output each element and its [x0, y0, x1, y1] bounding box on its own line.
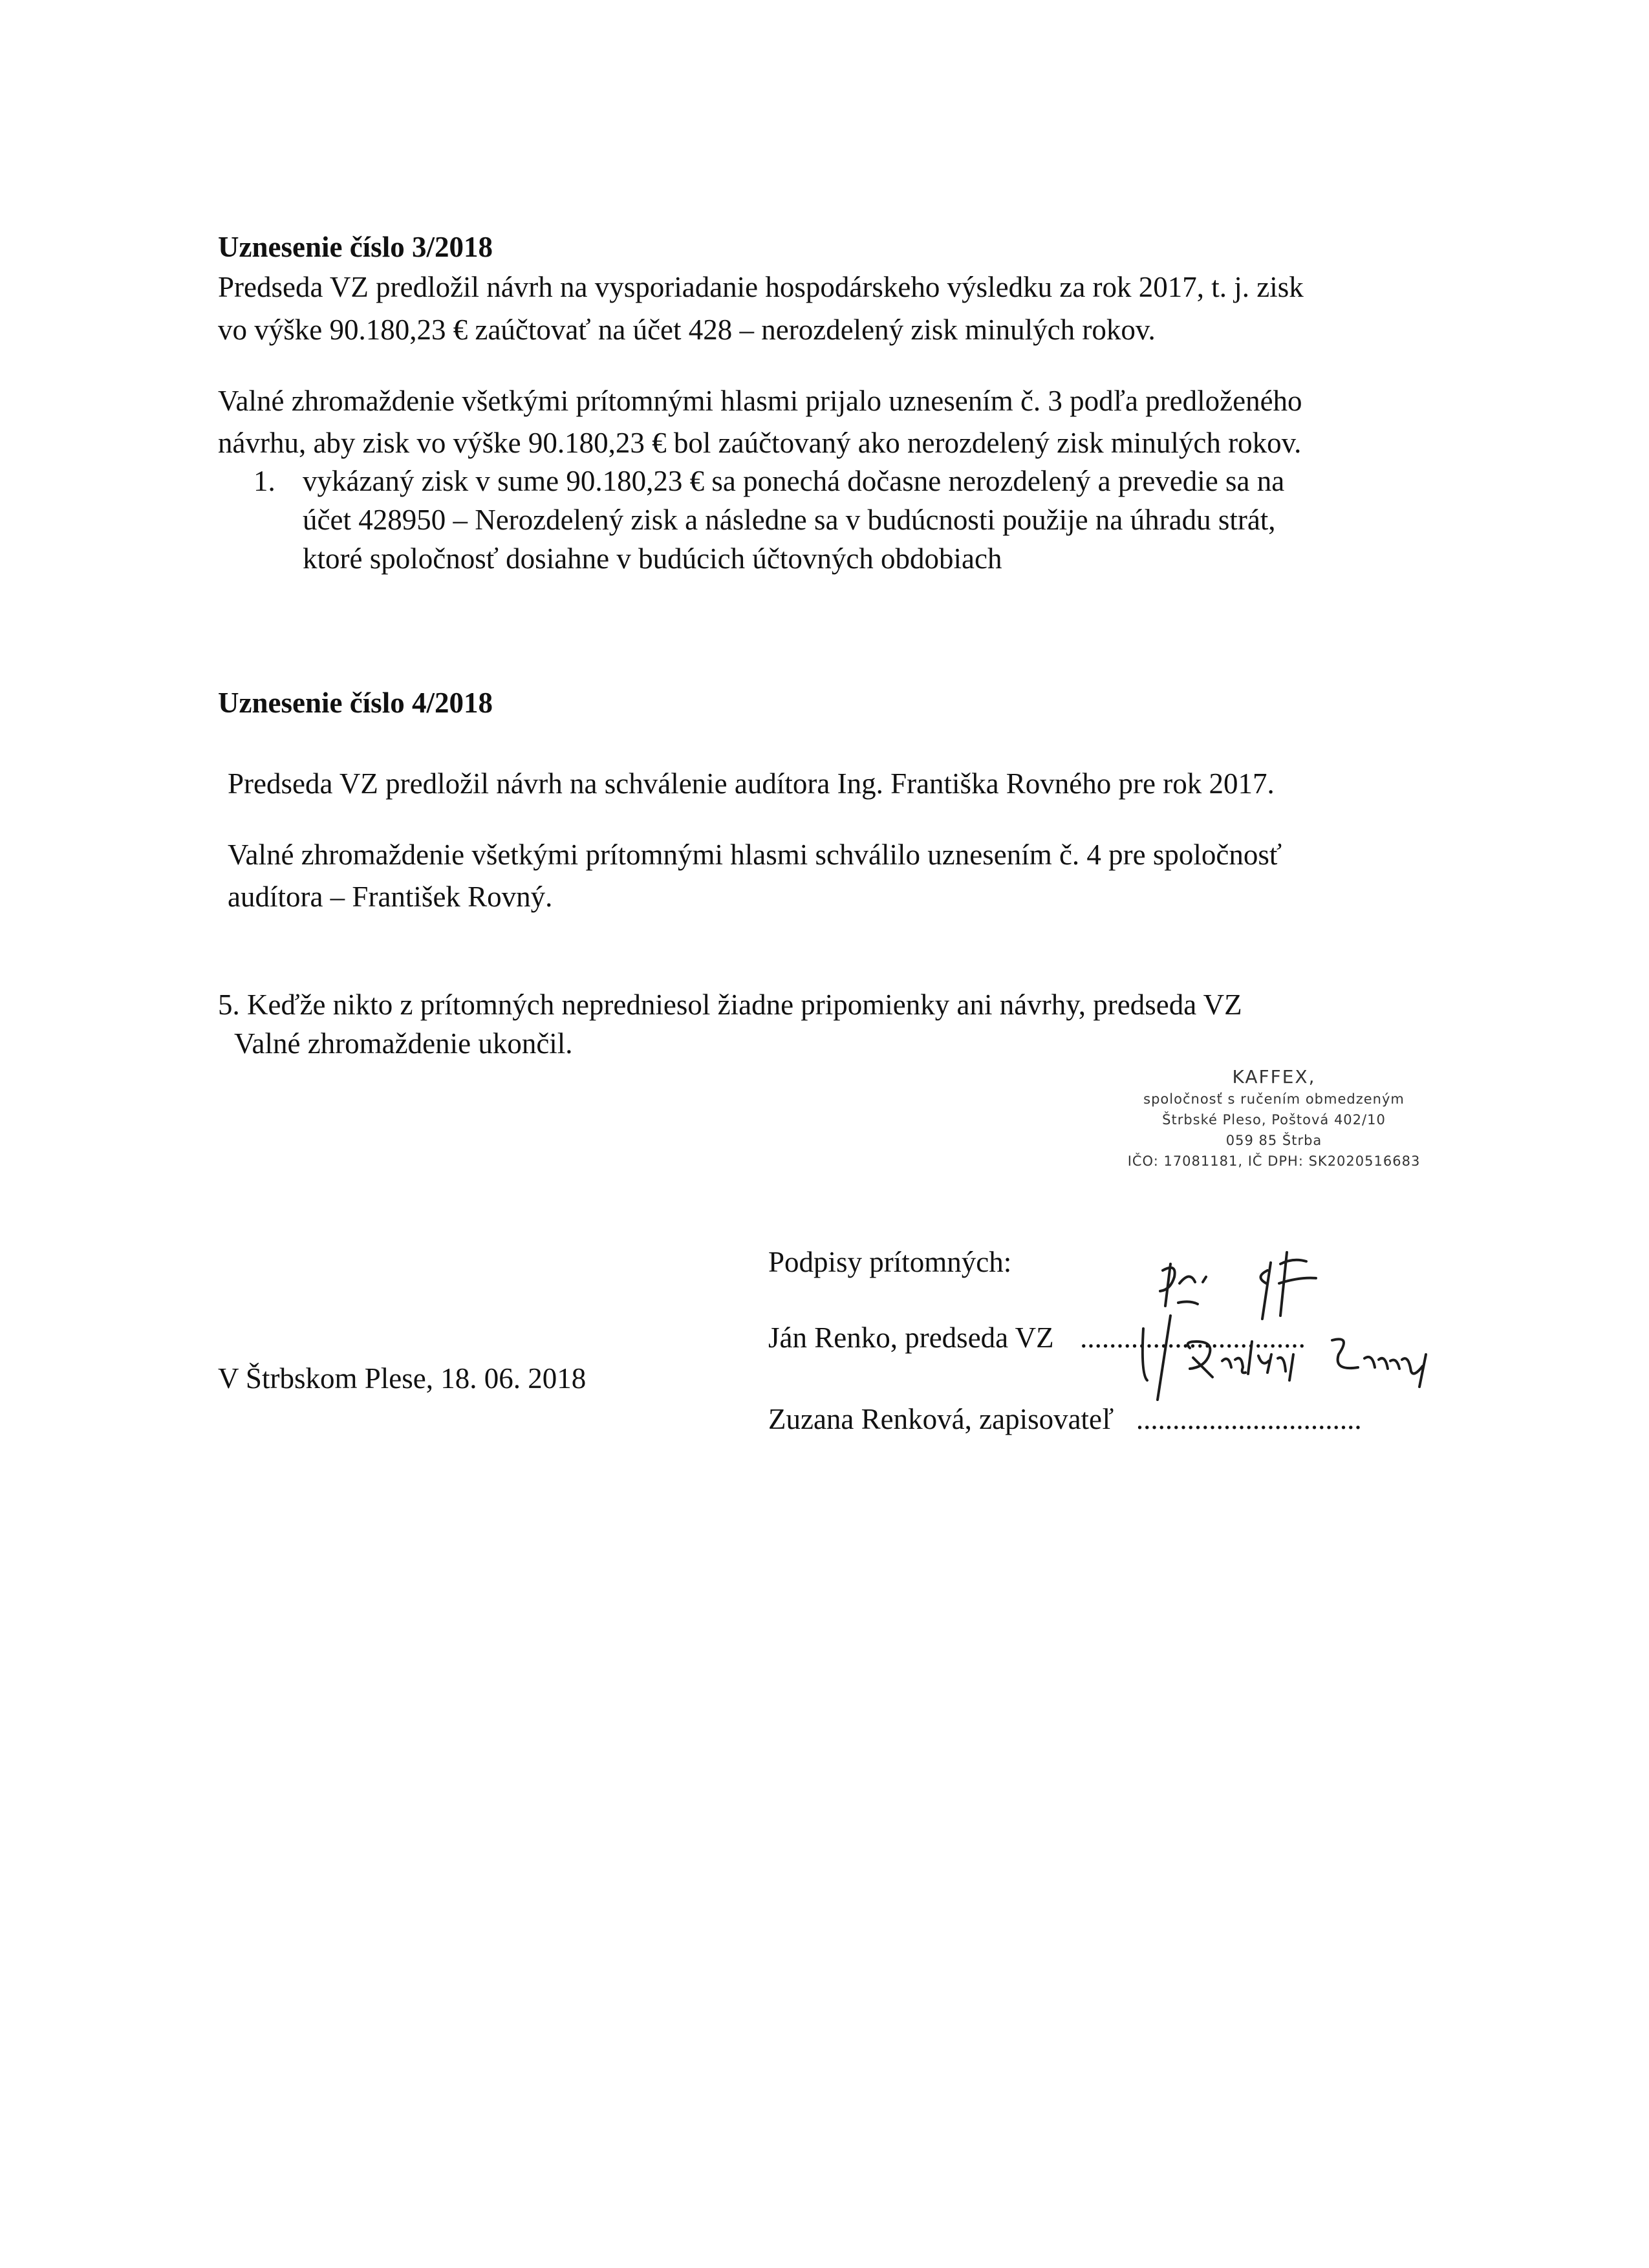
resolution-3-decision-line-2: návrhu, aby zisk vo výške 90.180,23 € bol zaúčtovaný ako nerozdelený zisk minulých rokov.	[218, 427, 1302, 459]
resolution-4-decision-line-1: Valné zhromaždenie všetkými prítomnými hlasmi schválilo uznesením č. 4 pre spoločnosť	[228, 839, 1282, 871]
resolution-4-proposal: Predseda VZ predložil návrh na schválenie audítora Ing. Františka Rovného pre rok 2017.	[228, 767, 1275, 800]
stamp-company-name: KAFFEX,	[1232, 1066, 1316, 1087]
resolution-4-heading: Uznesenie číslo 4/2018	[218, 687, 493, 719]
stamp-company-type: spoločnosť s ručením obmedzeným	[1143, 1091, 1405, 1107]
resolution-3-heading: Uznesenie číslo 3/2018	[218, 231, 493, 263]
resolution-3-item-line-3: ktoré spoločnosť dosiahne v budúcich účtovných obdobiach	[303, 542, 1002, 575]
closing-line-2: Valné zhromaždenie ukončil.	[234, 1027, 573, 1060]
resolution-3-item-line-2: účet 428950 – Nerozdelený zisk a následne sa v budúcnosti použije na úhradu strát,	[303, 504, 1276, 536]
stamp-address: Štrbské Pleso, Poštová 402/10	[1162, 1112, 1386, 1128]
company-stamp	[1099, 1065, 1449, 1171]
resolution-3-proposal-line-2: vo výške 90.180,23 € zaúčtovať na účet 428 – nerozdelený zisk minulých rokov.	[218, 314, 1156, 346]
resolution-4-decision-line-2: audítora – František Rovný.	[228, 881, 553, 913]
resolution-3-proposal-line-1: Predseda VZ predložil návrh na vysporiadanie hospodárskeho výsledku za rok 2017, t. j. zisk	[218, 271, 1304, 303]
place-and-date: V Štrbskom Plese, 18. 06. 2018	[218, 1362, 587, 1395]
stamp-ids: IČO: 17081181, IČ DPH: SK2020516683	[1127, 1153, 1421, 1169]
resolution-3-item-line-1: vykázaný zisk v sume 90.180,23 € sa ponechá dočasne nerozdelený a prevedie sa na	[303, 465, 1285, 497]
recorder-signature-dots: ...............................	[1136, 1403, 1362, 1435]
resolution-3-decision-line-1: Valné zhromaždenie všetkými prítomnými hlasmi prijalo uznesením č. 3 podľa predloženého	[218, 385, 1302, 417]
recorder-label: Zuzana Renková, zapisovateľ	[768, 1403, 1114, 1435]
signatures-heading: Podpisy prítomných:	[768, 1246, 1012, 1278]
resolution-3-item-number: 1.	[253, 465, 275, 497]
chair-signature-dots: ...............................	[1080, 1321, 1306, 1354]
stamp-postcode: 059 85 Štrba	[1225, 1133, 1322, 1148]
handwritten-signatures-icon	[1093, 1245, 1455, 1419]
recorder-handwritten-signature	[1203, 1364, 1207, 1365]
closing-line-1: 5. Keďže nikto z prítomných nepredniesol žiadne pripomienky ani návrhy, predseda VZ	[218, 989, 1242, 1021]
chair-label: Ján Renko, predseda VZ	[768, 1321, 1054, 1354]
